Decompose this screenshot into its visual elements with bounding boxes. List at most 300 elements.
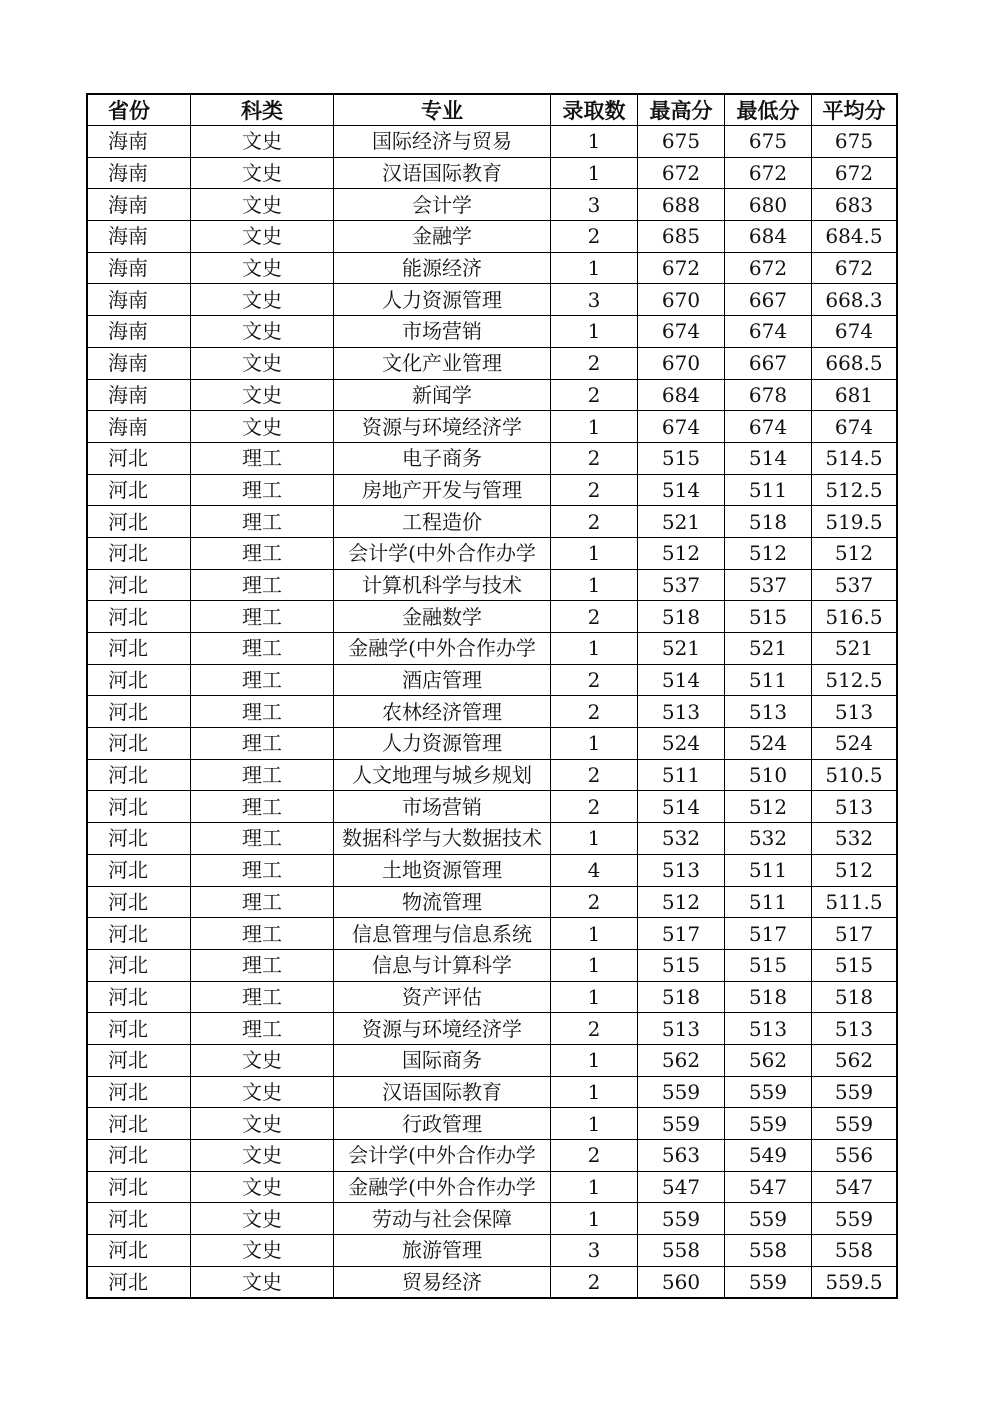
major-cell: 金融学(中外合作办学 (334, 1171, 551, 1203)
category-cell: 理工 (191, 918, 334, 950)
highest-score-cell: 684 (638, 379, 725, 411)
header-province: 省份 (87, 94, 191, 126)
average-score-cell: 513 (812, 791, 898, 823)
average-score-cell: 674 (812, 316, 898, 348)
lowest-score-cell: 559 (725, 1203, 812, 1235)
header-highest-score: 最高分 (638, 94, 725, 126)
table-row (87, 1140, 897, 1172)
category-cell: 文史 (191, 379, 334, 411)
category-cell: 文史 (191, 1140, 334, 1172)
admitted-count-cell: 2 (551, 347, 638, 379)
admitted-count-cell: 1 (551, 1171, 638, 1203)
category-cell: 理工 (191, 949, 334, 981)
province-cell: 河北 (87, 759, 191, 791)
table-row (87, 854, 897, 886)
admitted-count-cell: 2 (551, 791, 638, 823)
lowest-score-cell: 515 (725, 601, 812, 633)
average-score-cell: 510.5 (812, 759, 898, 791)
major-cell: 贸易经济 (334, 1266, 551, 1298)
average-score-cell: 513 (812, 1013, 898, 1045)
category-cell: 理工 (191, 886, 334, 918)
lowest-score-cell: 514 (725, 442, 812, 474)
category-cell: 文史 (191, 157, 334, 189)
average-score-cell: 537 (812, 569, 898, 601)
average-score-cell: 672 (812, 252, 898, 284)
major-cell: 国际商务 (334, 1044, 551, 1076)
province-cell: 海南 (87, 411, 191, 443)
average-score-cell: 512.5 (812, 474, 898, 506)
province-cell: 河北 (87, 1266, 191, 1298)
major-cell: 资产评估 (334, 981, 551, 1013)
major-cell: 能源经济 (334, 252, 551, 284)
table-body (87, 126, 897, 1299)
category-cell: 文史 (191, 1235, 334, 1267)
highest-score-cell: 670 (638, 284, 725, 316)
admitted-count-cell: 1 (551, 823, 638, 855)
table-row (87, 1013, 897, 1045)
major-cell: 汉语国际教育 (334, 157, 551, 189)
admitted-count-cell: 2 (551, 474, 638, 506)
category-cell: 理工 (191, 664, 334, 696)
average-score-cell: 675 (812, 126, 898, 158)
table-row (87, 1044, 897, 1076)
lowest-score-cell: 547 (725, 1171, 812, 1203)
table-row (87, 633, 897, 665)
admitted-count-cell: 2 (551, 1013, 638, 1045)
average-score-cell: 559 (812, 1076, 898, 1108)
major-cell: 人文地理与城乡规划 (334, 759, 551, 791)
table-row (87, 537, 897, 569)
lowest-score-cell: 518 (725, 506, 812, 538)
admitted-count-cell: 1 (551, 252, 638, 284)
admitted-count-cell: 2 (551, 1140, 638, 1172)
header-major: 专业 (334, 94, 551, 126)
table-row (87, 316, 897, 348)
highest-score-cell: 521 (638, 506, 725, 538)
province-cell: 河北 (87, 1140, 191, 1172)
category-cell: 理工 (191, 633, 334, 665)
table-row (87, 189, 897, 221)
lowest-score-cell: 511 (725, 664, 812, 696)
category-cell: 文史 (191, 1076, 334, 1108)
province-cell: 河北 (87, 918, 191, 950)
average-score-cell: 559 (812, 1203, 898, 1235)
lowest-score-cell: 518 (725, 981, 812, 1013)
lowest-score-cell: 562 (725, 1044, 812, 1076)
lowest-score-cell: 532 (725, 823, 812, 855)
major-cell: 物流管理 (334, 886, 551, 918)
admitted-count-cell: 2 (551, 601, 638, 633)
province-cell: 海南 (87, 221, 191, 253)
table-row (87, 1266, 897, 1298)
category-cell: 文史 (191, 1044, 334, 1076)
average-score-cell: 681 (812, 379, 898, 411)
table-row (87, 411, 897, 443)
province-cell: 河北 (87, 981, 191, 1013)
province-cell: 海南 (87, 379, 191, 411)
average-score-cell: 516.5 (812, 601, 898, 633)
highest-score-cell: 559 (638, 1108, 725, 1140)
lowest-score-cell: 667 (725, 347, 812, 379)
lowest-score-cell: 510 (725, 759, 812, 791)
admitted-count-cell: 3 (551, 284, 638, 316)
lowest-score-cell: 672 (725, 252, 812, 284)
average-score-cell: 672 (812, 157, 898, 189)
highest-score-cell: 515 (638, 442, 725, 474)
lowest-score-cell: 559 (725, 1108, 812, 1140)
category-cell: 理工 (191, 474, 334, 506)
table-row (87, 284, 897, 316)
major-cell: 数据科学与大数据技术 (334, 823, 551, 855)
table-row (87, 981, 897, 1013)
average-score-cell: 513 (812, 696, 898, 728)
admitted-count-cell: 1 (551, 1203, 638, 1235)
table-row (87, 759, 897, 791)
major-cell: 信息与计算科学 (334, 949, 551, 981)
admitted-count-cell: 2 (551, 886, 638, 918)
admitted-count-cell: 1 (551, 1076, 638, 1108)
table-row (87, 696, 897, 728)
category-cell: 理工 (191, 728, 334, 760)
lowest-score-cell: 672 (725, 157, 812, 189)
header-admitted-count: 录取数 (551, 94, 638, 126)
major-cell: 市场营销 (334, 316, 551, 348)
province-cell: 河北 (87, 442, 191, 474)
category-cell: 文史 (191, 189, 334, 221)
category-cell: 理工 (191, 981, 334, 1013)
lowest-score-cell: 558 (725, 1235, 812, 1267)
lowest-score-cell: 515 (725, 949, 812, 981)
major-cell: 资源与环境经济学 (334, 1013, 551, 1045)
category-cell: 文史 (191, 126, 334, 158)
highest-score-cell: 513 (638, 1013, 725, 1045)
category-cell: 文史 (191, 347, 334, 379)
province-cell: 河北 (87, 1076, 191, 1108)
province-cell: 海南 (87, 347, 191, 379)
lowest-score-cell: 559 (725, 1266, 812, 1298)
province-cell: 河北 (87, 1044, 191, 1076)
average-score-cell: 547 (812, 1171, 898, 1203)
highest-score-cell: 521 (638, 633, 725, 665)
admitted-count-cell: 1 (551, 728, 638, 760)
major-cell: 新闻学 (334, 379, 551, 411)
major-cell: 行政管理 (334, 1108, 551, 1140)
province-cell: 海南 (87, 252, 191, 284)
lowest-score-cell: 680 (725, 189, 812, 221)
lowest-score-cell: 537 (725, 569, 812, 601)
average-score-cell: 674 (812, 411, 898, 443)
admitted-count-cell: 1 (551, 126, 638, 158)
highest-score-cell: 512 (638, 537, 725, 569)
lowest-score-cell: 524 (725, 728, 812, 760)
lowest-score-cell: 678 (725, 379, 812, 411)
province-cell: 河北 (87, 474, 191, 506)
major-cell: 会计学(中外合作办学 (334, 537, 551, 569)
average-score-cell: 532 (812, 823, 898, 855)
admitted-count-cell: 2 (551, 506, 638, 538)
province-cell: 河北 (87, 1013, 191, 1045)
highest-score-cell: 532 (638, 823, 725, 855)
table-row (87, 442, 897, 474)
average-score-cell: 511.5 (812, 886, 898, 918)
category-cell: 理工 (191, 537, 334, 569)
lowest-score-cell: 512 (725, 791, 812, 823)
highest-score-cell: 674 (638, 316, 725, 348)
admitted-count-cell: 1 (551, 918, 638, 950)
major-cell: 金融学(中外合作办学 (334, 633, 551, 665)
table-row (87, 1235, 897, 1267)
highest-score-cell: 514 (638, 791, 725, 823)
major-cell: 电子商务 (334, 442, 551, 474)
highest-score-cell: 563 (638, 1140, 725, 1172)
category-cell: 理工 (191, 442, 334, 474)
province-cell: 河北 (87, 728, 191, 760)
highest-score-cell: 513 (638, 696, 725, 728)
admitted-count-cell: 1 (551, 1108, 638, 1140)
highest-score-cell: 517 (638, 918, 725, 950)
major-cell: 金融数学 (334, 601, 551, 633)
category-cell: 理工 (191, 1013, 334, 1045)
table-row (87, 918, 897, 950)
table-row (87, 728, 897, 760)
average-score-cell: 521 (812, 633, 898, 665)
highest-score-cell: 513 (638, 854, 725, 886)
average-score-cell: 512.5 (812, 664, 898, 696)
average-score-cell: 514.5 (812, 442, 898, 474)
category-cell: 理工 (191, 759, 334, 791)
admitted-count-cell: 1 (551, 411, 638, 443)
highest-score-cell: 515 (638, 949, 725, 981)
province-cell: 河北 (87, 823, 191, 855)
category-cell: 理工 (191, 823, 334, 855)
lowest-score-cell: 667 (725, 284, 812, 316)
table-row (87, 157, 897, 189)
highest-score-cell: 559 (638, 1203, 725, 1235)
average-score-cell: 517 (812, 918, 898, 950)
province-cell: 海南 (87, 126, 191, 158)
table-row (87, 886, 897, 918)
province-cell: 海南 (87, 157, 191, 189)
average-score-cell: 556 (812, 1140, 898, 1172)
province-cell: 河北 (87, 633, 191, 665)
highest-score-cell: 670 (638, 347, 725, 379)
major-cell: 会计学(中外合作办学 (334, 1140, 551, 1172)
lowest-score-cell: 675 (725, 126, 812, 158)
average-score-cell: 668.3 (812, 284, 898, 316)
province-cell: 海南 (87, 189, 191, 221)
major-cell: 文化产业管理 (334, 347, 551, 379)
average-score-cell: 512 (812, 854, 898, 886)
average-score-cell: 558 (812, 1235, 898, 1267)
category-cell: 文史 (191, 1203, 334, 1235)
average-score-cell: 518 (812, 981, 898, 1013)
table-row (87, 1203, 897, 1235)
major-cell: 工程造价 (334, 506, 551, 538)
major-cell: 信息管理与信息系统 (334, 918, 551, 950)
table-row (87, 1076, 897, 1108)
lowest-score-cell: 512 (725, 537, 812, 569)
province-cell: 河北 (87, 1203, 191, 1235)
admitted-count-cell: 1 (551, 1044, 638, 1076)
admitted-count-cell: 2 (551, 759, 638, 791)
highest-score-cell: 518 (638, 601, 725, 633)
table-row (87, 601, 897, 633)
province-cell: 河北 (87, 886, 191, 918)
highest-score-cell: 558 (638, 1235, 725, 1267)
province-cell: 河北 (87, 506, 191, 538)
lowest-score-cell: 674 (725, 316, 812, 348)
average-score-cell: 519.5 (812, 506, 898, 538)
major-cell: 市场营销 (334, 791, 551, 823)
admitted-count-cell: 1 (551, 569, 638, 601)
highest-score-cell: 688 (638, 189, 725, 221)
highest-score-cell: 559 (638, 1076, 725, 1108)
category-cell: 文史 (191, 221, 334, 253)
admitted-count-cell: 1 (551, 537, 638, 569)
average-score-cell: 559.5 (812, 1266, 898, 1298)
highest-score-cell: 560 (638, 1266, 725, 1298)
lowest-score-cell: 513 (725, 1013, 812, 1045)
province-cell: 河北 (87, 791, 191, 823)
highest-score-cell: 547 (638, 1171, 725, 1203)
lowest-score-cell: 511 (725, 886, 812, 918)
province-cell: 河北 (87, 696, 191, 728)
highest-score-cell: 672 (638, 252, 725, 284)
table-row (87, 347, 897, 379)
lowest-score-cell: 511 (725, 854, 812, 886)
average-score-cell: 515 (812, 949, 898, 981)
province-cell: 河北 (87, 664, 191, 696)
admitted-count-cell: 3 (551, 189, 638, 221)
admitted-count-cell: 2 (551, 442, 638, 474)
header-row (87, 94, 897, 126)
category-cell: 理工 (191, 696, 334, 728)
major-cell: 旅游管理 (334, 1235, 551, 1267)
highest-score-cell: 524 (638, 728, 725, 760)
province-cell: 河北 (87, 854, 191, 886)
province-cell: 河北 (87, 601, 191, 633)
province-cell: 河北 (87, 537, 191, 569)
category-cell: 文史 (191, 252, 334, 284)
highest-score-cell: 514 (638, 474, 725, 506)
highest-score-cell: 675 (638, 126, 725, 158)
lowest-score-cell: 513 (725, 696, 812, 728)
highest-score-cell: 511 (638, 759, 725, 791)
admitted-count-cell: 2 (551, 696, 638, 728)
category-cell: 文史 (191, 316, 334, 348)
category-cell: 文史 (191, 411, 334, 443)
header-average-score: 平均分 (812, 94, 898, 126)
major-cell: 国际经济与贸易 (334, 126, 551, 158)
average-score-cell: 524 (812, 728, 898, 760)
lowest-score-cell: 674 (725, 411, 812, 443)
major-cell: 酒店管理 (334, 664, 551, 696)
category-cell: 理工 (191, 854, 334, 886)
major-cell: 汉语国际教育 (334, 1076, 551, 1108)
table-row (87, 506, 897, 538)
major-cell: 会计学 (334, 189, 551, 221)
admitted-count-cell: 1 (551, 981, 638, 1013)
table-row (87, 1108, 897, 1140)
admitted-count-cell: 3 (551, 1235, 638, 1267)
table-row (87, 569, 897, 601)
major-cell: 房地产开发与管理 (334, 474, 551, 506)
category-cell: 文史 (191, 1171, 334, 1203)
table-row (87, 379, 897, 411)
province-cell: 河北 (87, 1235, 191, 1267)
highest-score-cell: 518 (638, 981, 725, 1013)
highest-score-cell: 562 (638, 1044, 725, 1076)
table-row (87, 221, 897, 253)
category-cell: 文史 (191, 1266, 334, 1298)
admitted-count-cell: 2 (551, 221, 638, 253)
admitted-count-cell: 1 (551, 633, 638, 665)
major-cell: 人力资源管理 (334, 284, 551, 316)
major-cell: 人力资源管理 (334, 728, 551, 760)
table-row (87, 791, 897, 823)
major-cell: 计算机科学与技术 (334, 569, 551, 601)
header-category: 科类 (191, 94, 334, 126)
average-score-cell: 562 (812, 1044, 898, 1076)
admitted-count-cell: 1 (551, 949, 638, 981)
admitted-count-cell: 2 (551, 664, 638, 696)
table-row (87, 126, 897, 158)
admission-score-table (86, 93, 898, 1299)
admitted-count-cell: 2 (551, 1266, 638, 1298)
average-score-cell: 512 (812, 537, 898, 569)
lowest-score-cell: 549 (725, 1140, 812, 1172)
province-cell: 海南 (87, 316, 191, 348)
lowest-score-cell: 511 (725, 474, 812, 506)
highest-score-cell: 672 (638, 157, 725, 189)
admitted-count-cell: 1 (551, 316, 638, 348)
province-cell: 河北 (87, 1171, 191, 1203)
average-score-cell: 559 (812, 1108, 898, 1140)
highest-score-cell: 537 (638, 569, 725, 601)
province-cell: 河北 (87, 949, 191, 981)
table-row (87, 664, 897, 696)
province-cell: 河北 (87, 1108, 191, 1140)
table-row (87, 949, 897, 981)
table-row (87, 823, 897, 855)
header-lowest-score: 最低分 (725, 94, 812, 126)
lowest-score-cell: 521 (725, 633, 812, 665)
highest-score-cell: 685 (638, 221, 725, 253)
admitted-count-cell: 2 (551, 379, 638, 411)
major-cell: 农林经济管理 (334, 696, 551, 728)
lowest-score-cell: 559 (725, 1076, 812, 1108)
category-cell: 理工 (191, 601, 334, 633)
admitted-count-cell: 4 (551, 854, 638, 886)
major-cell: 劳动与社会保障 (334, 1203, 551, 1235)
highest-score-cell: 674 (638, 411, 725, 443)
category-cell: 文史 (191, 1108, 334, 1140)
average-score-cell: 683 (812, 189, 898, 221)
average-score-cell: 668.5 (812, 347, 898, 379)
lowest-score-cell: 684 (725, 221, 812, 253)
province-cell: 河北 (87, 569, 191, 601)
major-cell: 资源与环境经济学 (334, 411, 551, 443)
category-cell: 理工 (191, 569, 334, 601)
highest-score-cell: 512 (638, 886, 725, 918)
province-cell: 海南 (87, 284, 191, 316)
highest-score-cell: 514 (638, 664, 725, 696)
table-row (87, 252, 897, 284)
average-score-cell: 684.5 (812, 221, 898, 253)
lowest-score-cell: 517 (725, 918, 812, 950)
admitted-count-cell: 1 (551, 157, 638, 189)
table-row (87, 474, 897, 506)
